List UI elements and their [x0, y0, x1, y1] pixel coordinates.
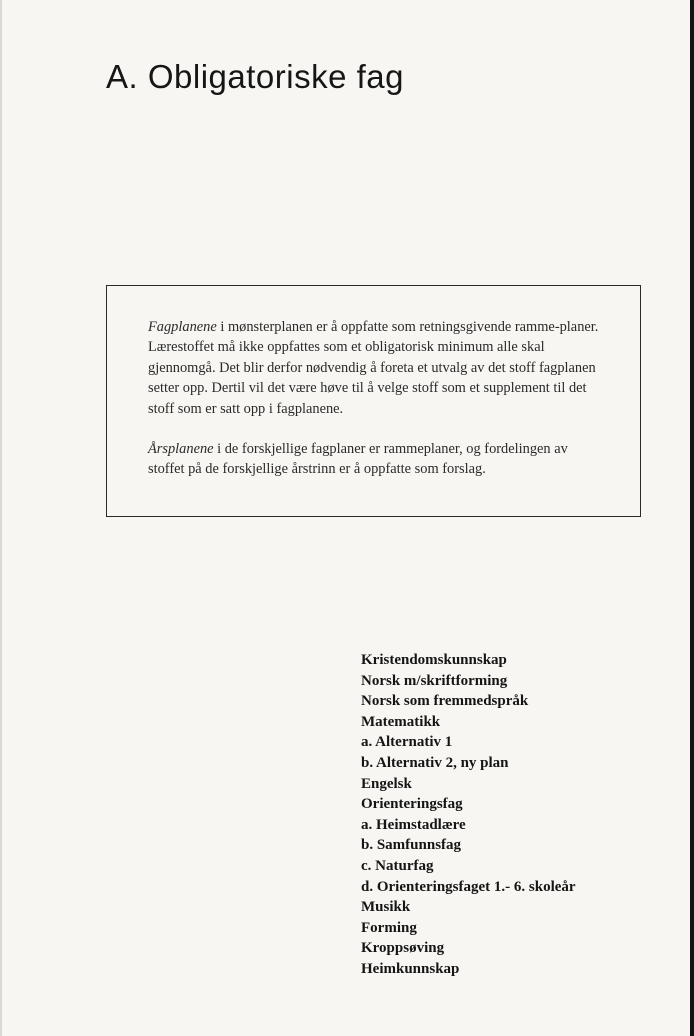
subject-item: Musikk	[361, 899, 411, 916]
subject-item: c. Naturfag	[361, 857, 434, 874]
notice-paragraph-arsplanene	[148, 439, 607, 480]
subject-list	[361, 650, 576, 980]
subject-item: d. Orienteringsfaget 1.- 6. skoleår	[361, 878, 576, 895]
subject-item: Matematikk	[361, 713, 441, 730]
subject-item: Kristendomskunnskap	[361, 652, 507, 668]
subject-item: Norsk som fremmedspråk	[361, 693, 529, 710]
notice-lead-fagplanene: Fagplanene	[148, 319, 217, 335]
page-edge-right	[690, 0, 694, 1036]
subject-item: Forming	[361, 919, 417, 936]
notice-text-fagplanene: i mønsterplanen er å oppfatte som retningsgivende ramme-planer. Lærestoffet må ikke oppfattes som et obligatorisk minimum alle skal gjennomgå. Det blir derfor nødvendig å foreta et utvalg av det stoff fagplanen setter opp. Dertil vil det være høve til å velge stoff som et supplement til det stoff som er satt opp i fagplanene.	[148, 319, 599, 417]
notice-box	[106, 285, 641, 517]
subject-item: b. Samfunnsfag	[361, 837, 462, 854]
subject-item: Kroppsøving	[361, 940, 445, 957]
page-title: A. Obligatoriske fag	[106, 58, 404, 95]
subject-item: Norsk m/skriftforming	[361, 672, 508, 689]
notice-text-arsplanene: i de forskjellige fagplaner er rammeplaner, og fordelingen av stoffet på de forskjellige årstrinn er å oppfatte som forslag.	[148, 441, 568, 478]
page-edge-left	[0, 0, 2, 1036]
subject-item: Orienteringsfag	[361, 796, 463, 813]
notice-paragraph-fagplanene	[148, 317, 607, 419]
notice-lead-arsplanene: Årsplanene	[148, 441, 214, 458]
subject-item: Engelsk	[361, 775, 412, 792]
subject-item: b. Alternativ 2, ny plan	[361, 754, 509, 771]
subject-item: Heimkunnskap	[361, 960, 460, 977]
subject-item: a. Heimstadlære	[361, 816, 466, 833]
subject-item: a. Alternativ 1	[361, 734, 453, 751]
